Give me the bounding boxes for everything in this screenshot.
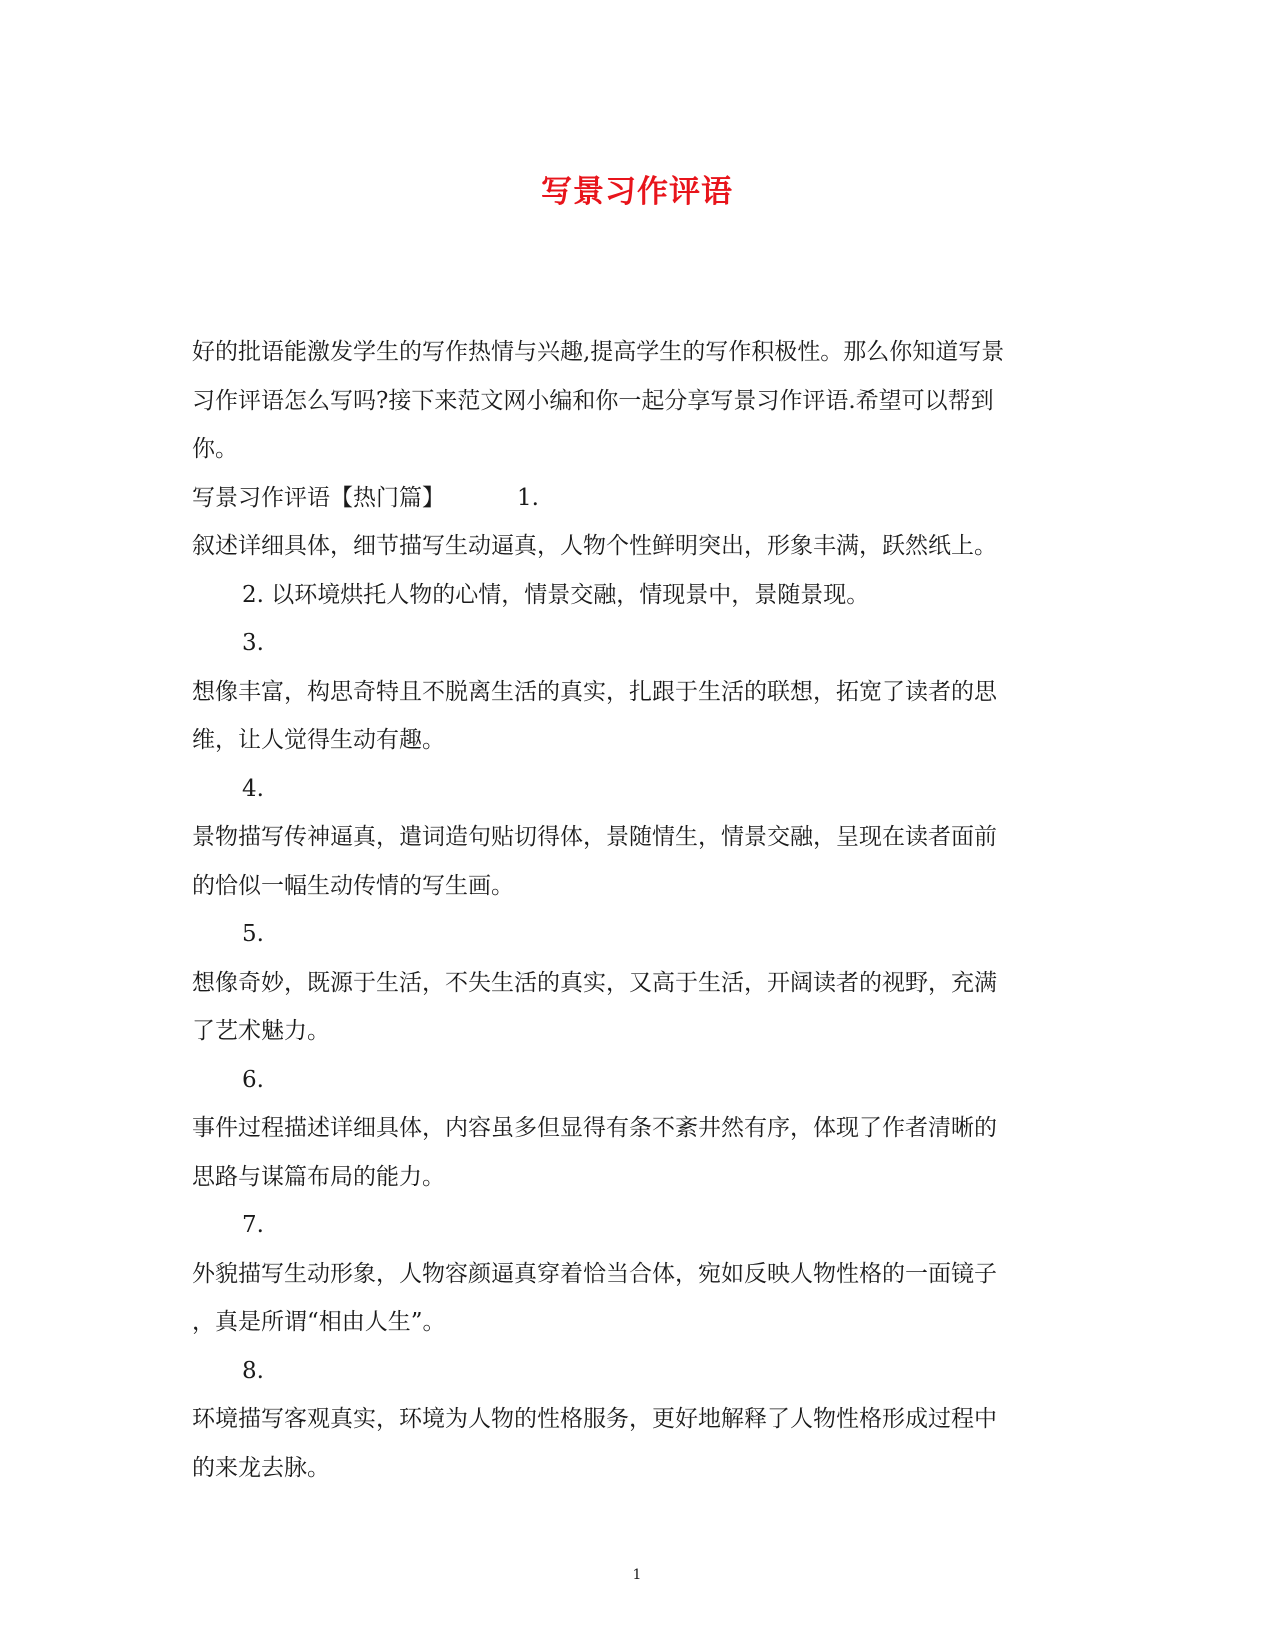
item-number: 8. [242,1357,264,1384]
item-text: 思路与谋篇布局的能力。 [192,1163,445,1190]
item-text: ，真是所谓“相由人生”。 [192,1309,446,1335]
item-number: 3. [242,630,264,656]
item-text: 的来龙去脉。 [192,1454,330,1481]
item-text: 景物描写传神逼真，遣词造句贴切得体，景随情生，情景交融，呈现在读者面前 [192,824,997,850]
item-text: 想像奇妙，既源于生活，不失生活的真实，又高于生活，开阔读者的视野，充满 [192,969,997,996]
item-text: 2. 以环境烘托人物的心情，情景交融，情现景中，景随景现。 [242,581,870,608]
item-text: 外貌描写生动形象，人物容颜逼真穿着恰当合体，宛如反映人物性格的一面镜子 [192,1260,997,1287]
section-heading-line [192,474,1082,523]
item-number: 1. [517,484,539,511]
item-text: 事件过程描述详细具体，内容虽多但显得有条不紊井然有序，体现了作者清晰的 [192,1115,997,1141]
item-text: 的恰似一幅生动传情的写生画。 [192,872,514,899]
page-number: 1 [632,1567,642,1583]
document-title: 写景习作评语 [541,174,733,210]
intro-line: 习作评语怎么写吗?接下来范文网小编和你一起分享写景习作评语.希望可以帮到 [192,387,994,414]
item-text: 叙述详细具体，细节描写生动逼真，人物个性鲜明突出，形象丰满，跃然纸上。 [192,533,997,559]
item-number: 5. [242,921,264,947]
item-text: 环境描写客观真实，环境为人物的性格服务，更好地解释了人物性格形成过程中 [192,1406,997,1432]
item-text: 维，让人觉得生动有趣。 [192,727,445,753]
item-text: 想像丰富，构思奇特且不脱离生活的真实，扎跟于生活的联想，拓宽了读者的思 [192,678,997,705]
item-text: 了艺术魅力。 [192,1018,330,1044]
item-number: 6. [242,1066,264,1093]
intro-line: 你。 [192,436,238,462]
document-body [192,328,1082,1492]
item-number: 7. [242,1212,264,1238]
section-heading: 写景习作评语【热门篇】 [192,484,445,511]
intro-line: 好的批语能激发学生的写作热情与兴趣,提高学生的写作积极性。那么你知道写景 [192,339,1005,365]
item-number: 4. [242,775,264,802]
